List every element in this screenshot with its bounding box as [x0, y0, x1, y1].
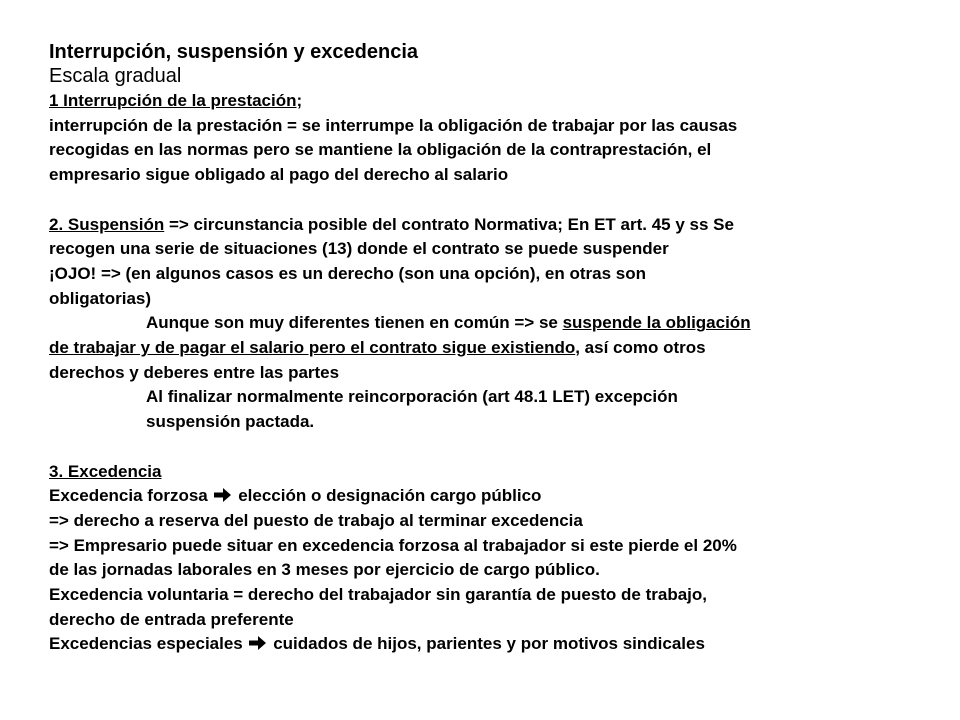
section3-entrada-line: derecho de entrada preferente [49, 609, 294, 629]
section2-line-6-suffix: , así como otros [575, 338, 706, 358]
section3-forzosa-line [49, 484, 919, 509]
especiales-suffix: cuidados de hijos, parientes y por motivos sindicales [268, 634, 705, 654]
forzosa-prefix: Excedencia forzosa [49, 486, 208, 506]
section2-line-9: suspensión pactada. [146, 412, 315, 432]
section3-especiales-line [49, 632, 919, 657]
section2-line-5 [49, 311, 919, 336]
section2-line-6-underlined: de trabajar y de pagar el salario pero el contrato sigue existiendo [49, 338, 576, 358]
section1-line-1: interrupción de la prestación = se interrumpe la obligación de trabajar por las causas [49, 115, 738, 135]
section3-heading-line [49, 460, 919, 485]
spacer [49, 435, 919, 460]
section2-line-2: recogen una serie de situaciones (13) donde el contrato se puede suspender [49, 239, 669, 259]
slide-content [49, 40, 919, 657]
section2-line-3: ¡OJO! => (en algunos casos es un derecho (son una opción), en otras son [49, 263, 647, 283]
section2-line-8: Al finalizar normalmente reincorporación (art 48.1 LET) excepción [146, 387, 678, 407]
section3-jornadas-line: de las jornadas laborales en 3 meses por ejercicio de cargo público. [49, 560, 600, 580]
section2-line-5-underlined: suspende la obligación [562, 313, 751, 333]
slide-title [49, 40, 919, 64]
section2-line-7: derechos y deberes entre las partes [49, 362, 340, 382]
section1-heading-suffix: ; [296, 91, 303, 110]
section1-heading: 1 Interrupción de la prestación [49, 91, 297, 110]
section2-heading-rest: => circunstancia posible del contrato Normativa; En ET art. 45 y ss Se [164, 214, 734, 234]
especiales-prefix: Excedencias especiales [49, 634, 243, 654]
title-text: Interrupción, suspensión y excedencia [49, 41, 419, 63]
section2-line-5-prefix: Aunque son muy diferentes tienen en común => se [146, 313, 563, 333]
section2-heading: 2. Suspensión [49, 214, 165, 234]
section3-voluntaria-line: Excedencia voluntaria = derecho del trabajador sin garantía de puesto de trabajo, [49, 585, 708, 605]
forzosa-suffix: elección o designación cargo público [233, 486, 542, 506]
slide-body [49, 89, 919, 657]
section2-heading-line [49, 213, 919, 238]
section3-empresario-line: => Empresario puede situar en excedencia forzosa al trabajador si este pierde el 20% [49, 535, 737, 555]
section1-line-3: empresario sigue obligado al pago del derecho al salario [49, 165, 509, 185]
arrow-right-icon [214, 488, 231, 502]
spacer [49, 188, 919, 213]
arrow-right-icon [249, 636, 266, 650]
section1-line-2: recogidas en las normas pero se mantiene la obligación de la contraprestación, el [49, 140, 712, 160]
section1-heading-line [49, 89, 919, 114]
section2-line-4: obligatorias) [49, 288, 152, 308]
section2-line-6 [49, 336, 919, 361]
section3-reserva-line: => derecho a reserva del puesto de trabajo al terminar excedencia [49, 510, 583, 530]
section3-heading: 3. Excedencia [49, 461, 162, 481]
slide-subtitle: Escala gradual [49, 65, 182, 87]
